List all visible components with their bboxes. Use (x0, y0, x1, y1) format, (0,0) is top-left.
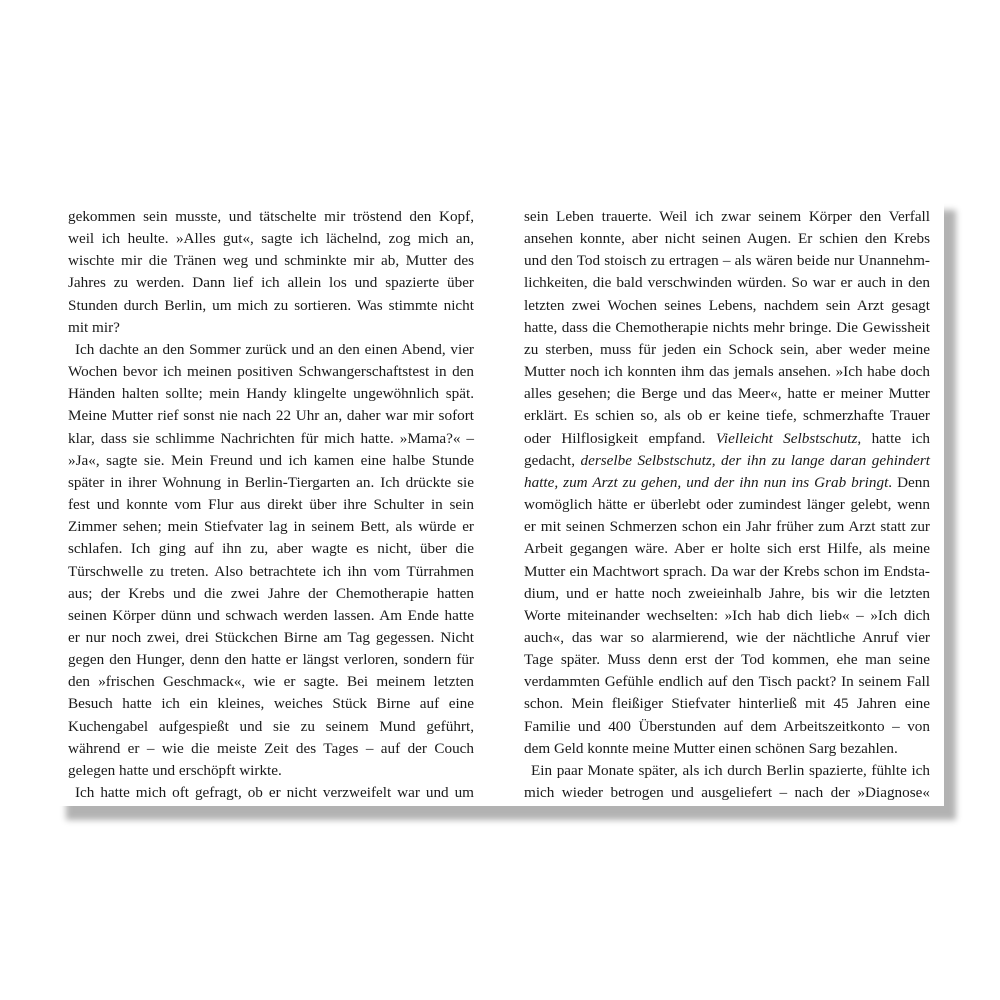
text-line: aus; der Krebs und die zwei Jahre der Chemotherapie hatten (68, 584, 474, 602)
text-segment: , hatte ich (857, 429, 930, 447)
text-segment: sein Leben trauerte. Weil ich zwar seinem Körper den Verfall (524, 208, 930, 225)
text-line (524, 561, 930, 583)
text-line (524, 516, 930, 538)
text-line (524, 383, 930, 405)
text-line (524, 339, 930, 361)
text-segment: ansehen konnte, aber nicht seinen Augen. Er schien den Krebs (524, 230, 930, 248)
text-line: Besuch hatte ich ein kleines, weiches Stück Birne auf eine (68, 695, 474, 713)
text-line: wischte mir die Tränen weg und schminkte mir ab, Mutter des (68, 252, 474, 270)
text-segment: und den Tod stoisch zu ertragen – als wären beide nur Unannehm- (524, 252, 930, 270)
text-segment: womöglich hätte er überlebt oder zumindest länger gelebt, wenn (524, 496, 930, 514)
text-segment: oder Hilflosigkeit empfand. (524, 429, 716, 447)
text-line (524, 472, 930, 494)
text-segment: hatte, dass die Chemotherapie nichts mehr bringe. Die Gewissheit (524, 318, 930, 336)
text-segment: dium, und er hatte noch zweieinhalb Jahre, bis wir die letzten (524, 584, 930, 602)
text-line (524, 627, 930, 649)
text-segment: gedacht, (524, 451, 581, 469)
text-segment: Mutter ein Machtwort sprach. Da war der Krebs schon im Endsta- (524, 562, 930, 580)
text-line: Jahres zu werden. Dann lief ich allein los und spazierte über (68, 274, 474, 292)
text-line (524, 693, 930, 715)
text-segment: . Denn (888, 473, 930, 491)
text-line: Händen halten sollte; mein Handy klingelte ungewöhnlich spät. (68, 385, 474, 403)
italic-text: Vielleicht Selbstschutz (715, 429, 858, 447)
text-line: »Ja«, sagte sie. Mein Freund und ich kamen eine halbe Stunde (68, 451, 474, 469)
text-segment: Familie und 400 Überstunden auf dem Arbeitszeitkonto – von (524, 717, 930, 735)
text-line: Kuchengabel aufgespießt und sie zu seinem Mund geführt, (68, 717, 474, 735)
text-segment: erklärt. Es schien so, als ob er keine tiefe, schmerzhafte Trauer (524, 407, 930, 425)
italic-text: derselbe Selbstschutz, der ihn zu lange daran gehindert (580, 451, 930, 469)
text-line (524, 317, 930, 339)
text-line: während er – wie die meiste Zeit des Tages – auf der Couch (68, 739, 474, 757)
text-line: klar, dass sie schlimme Nachrichten für mich hatte. »Mama?« – (68, 429, 474, 447)
text-line (524, 782, 930, 804)
italic-text: hatte, zum Arzt zu gehen, und der ihn nun ins Grab bringt (524, 473, 889, 491)
text-segment: Worte miteinander wechselten: »Ich hab dich lieb« – »Ich dich (524, 606, 930, 624)
text-line: schlafen. Ich ging auf ihn zu, aber wagte es nicht, über die (68, 540, 474, 558)
text-line: gegen den Hunger, denn den hatte er längst verloren, sondern für (68, 651, 474, 669)
text-line (524, 450, 930, 472)
text-line (524, 494, 930, 516)
text-line (524, 716, 930, 738)
text-line: gekommen sein musste, und tätschelte mir tröstend den Kopf, (68, 208, 474, 225)
text-line: weil ich heulte. »Alles gut«, sagte ich lächelnd, zog mich an, (68, 230, 474, 248)
text-segment: letzten zwei Wochen seines Lebens, nachdem sein Arzt gesagt (524, 296, 930, 314)
text-line: später in ihrer Wohnung in Berlin-Tiergarten an. Ich drückte sie (68, 473, 474, 491)
text-line (524, 206, 930, 228)
text-segment: alles gesehen; die Berge und das Meer«, hatte er meiner Mutter (524, 385, 930, 403)
right-page-text (524, 206, 930, 804)
text-line: fest und konnte vom Flur aus direkt über ihre Schulter in sein (68, 496, 474, 514)
text-line: Wochen bevor ich meinen positiven Schwangerschaftstest in den (68, 363, 474, 381)
text-line (524, 272, 930, 294)
text-line: mit mir? (68, 318, 120, 336)
text-line (524, 738, 930, 760)
text-segment: dem Geld konnte meine Mutter einen schönen Sarg bezahlen. (524, 739, 898, 757)
text-line (524, 538, 930, 560)
text-line: er nur noch zwei, drei Stückchen Birne am Tag gegessen. Nicht (68, 628, 474, 646)
text-line (524, 250, 930, 272)
text-line (524, 583, 930, 605)
text-segment: verdammten Gefühle endlich auf den Tisch packt? In seinem Fall (524, 673, 930, 691)
left-page-text (68, 206, 474, 804)
text-line (524, 361, 930, 383)
text-line: seinen Körper dünn und schwach werden lassen. Am Ende hatte (68, 606, 474, 624)
text-line: Ich hatte mich oft gefragt, ob er nicht verzweifelt war und um (75, 784, 474, 802)
text-line (524, 295, 930, 317)
text-segment: auch«, das war so alarmierend, wie der nächtliche Anruf vier (524, 628, 930, 646)
text-line: Zimmer sehen; mein Stiefvater lag in seinem Bett, als würde er (68, 518, 474, 536)
text-segment: lichkeiten, die bald verschwinden würden. So war er auch in den (524, 274, 930, 292)
text-line (524, 405, 930, 427)
text-line (524, 671, 930, 693)
text-segment: mich wieder betrogen und ausgeliefert – nach der »Diagnose« (524, 784, 930, 802)
text-segment: Arbeit gegangen wäre. Aber er holte sich erst Hilfe, als meine (524, 540, 930, 558)
text-line (524, 605, 930, 627)
text-segment: zu sterben, muss für jeden ein Schock sein, aber weder meine (524, 340, 930, 358)
text-line: Türschwelle zu treten. Also betrachtete ich ihn vom Türrahmen (68, 562, 474, 580)
text-line (524, 228, 930, 250)
book-spread (54, 196, 944, 806)
text-line (524, 760, 930, 782)
text-line: gelegen hatte und erschöpft wirkte. (68, 761, 282, 779)
text-line: Meine Mutter rief sonst nie nach 22 Uhr an, daher war mir sofort (68, 407, 474, 425)
text-segment: Ein paar Monate später, als ich durch Berlin spazierte, fühlte ich (531, 761, 930, 779)
text-segment: schon. Mein fleißiger Stiefvater hinterließ mit 45 Jahren eine (524, 695, 930, 713)
text-line (524, 428, 930, 450)
text-line: Ich dachte an den Sommer zurück und an den einen Abend, vier (75, 340, 474, 358)
text-segment: Mutter noch ich konnten ihm das jemals ansehen. »Ich habe doch (524, 363, 930, 381)
text-segment: Tage später. Muss denn erst der Tod kommen, ehe man seine (524, 651, 930, 669)
text-line: den »frischen Geschmack«, wie er sagte. Bei meinem letzten (68, 673, 474, 691)
text-segment: er mit seinen Schmerzen schon ein Jahr früher zum Arzt statt zur (524, 518, 930, 536)
text-line: Stunden durch Berlin, um mich zu sortieren. Was stimmte nicht (68, 296, 474, 314)
text-line (524, 649, 930, 671)
